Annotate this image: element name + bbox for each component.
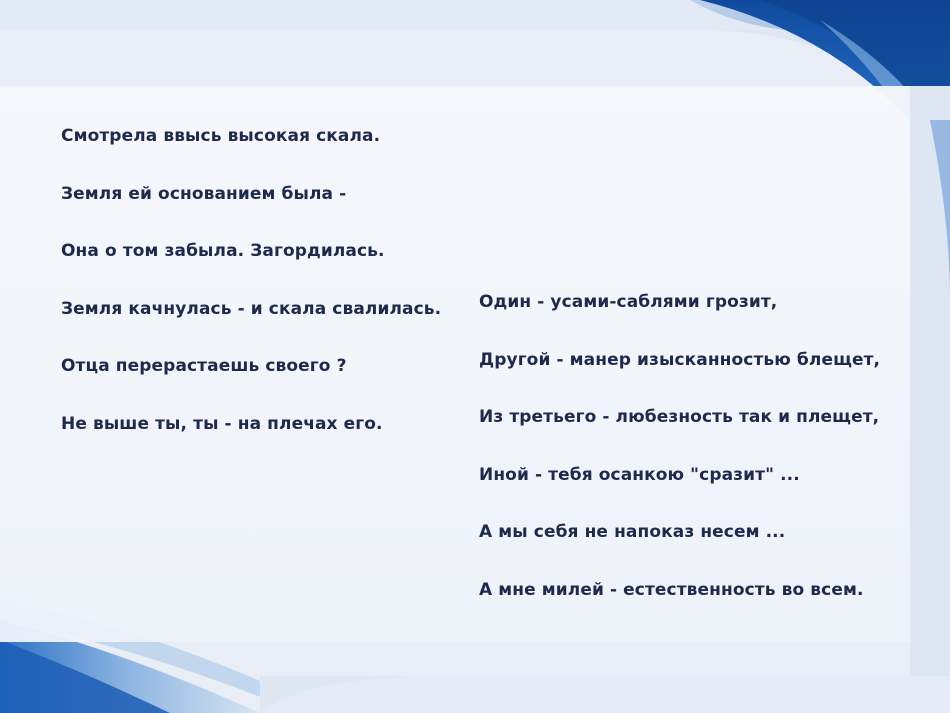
poem-line: Иной - тебя осанкою "сразит" ... [479, 464, 800, 485]
poem-line: Не выше ты, ты - на плечах его. [61, 413, 383, 434]
poem-line: Из третьего - любезность так и плещет, [479, 407, 880, 427]
poem-line: А мы себя не напоказ несем ... [479, 522, 786, 542]
poem-stanza-left [61, 124, 441, 469]
poem-line: Земля качнулась - и скала свалилась. [61, 298, 442, 319]
poem-line: Отца перерастаешь своего ? [61, 356, 347, 376]
poem-line: А мне милей - естественность во всем. [479, 579, 864, 600]
poem-line: Смотрела ввысь высокая скала. [61, 126, 381, 146]
poem-stanza-right [479, 290, 880, 635]
poem-line: Другой - манер изысканностью блещет, [479, 349, 881, 370]
poem-line: Она о том забыла. Загордилась. [61, 241, 385, 261]
poem-line: Земля ей основанием была - [61, 183, 347, 204]
poem-line: Один - усами-саблями грозит, [479, 292, 778, 312]
